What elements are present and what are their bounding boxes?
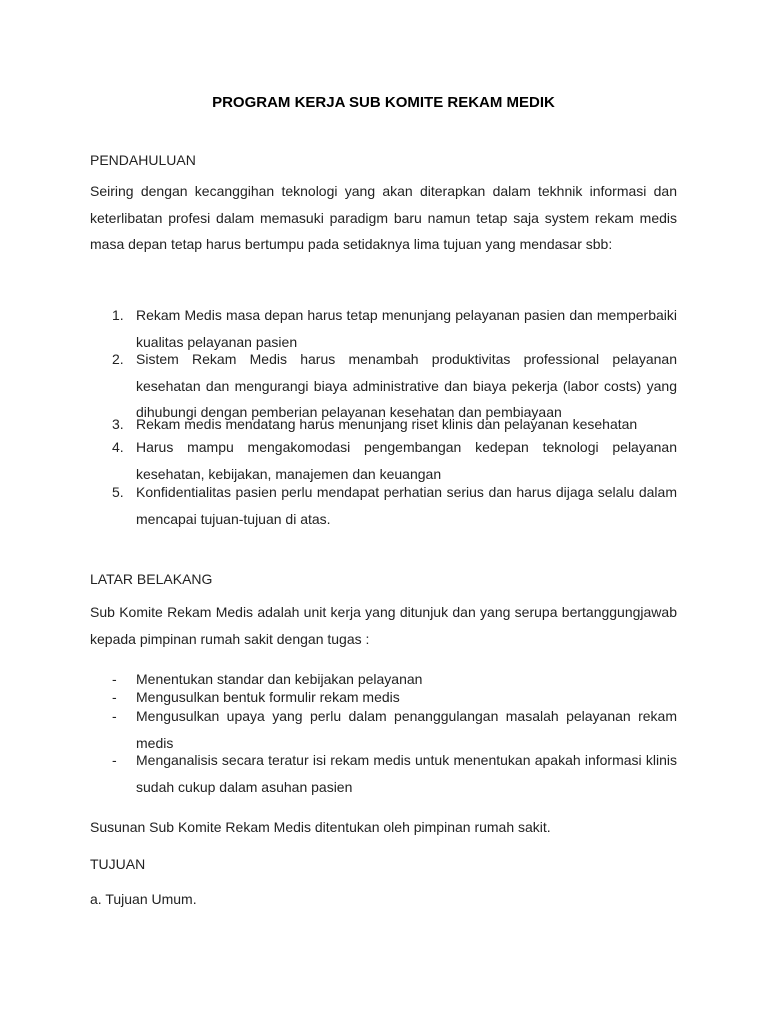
item-dash: - bbox=[112, 671, 117, 687]
latar-belakang-intro: Sub Komite Rekam Medis adalah unit kerja yang ditunjuk dan yang serupa bertanggungjawab kepada pimpinan rumah sakit dengan tugas : bbox=[90, 604, 677, 647]
item-number: 5. bbox=[112, 484, 124, 500]
document-title: PROGRAM KERJA SUB KOMITE REKAM MEDIK bbox=[212, 94, 555, 111]
tujuan-umum-label: a. Tujuan Umum. bbox=[90, 891, 197, 907]
item-dash: - bbox=[112, 689, 117, 705]
item-text: Menganalisis secara teratur isi rekam medis untuk menentukan apakah informasi klinis sudah cukup dalam asuhan pasien bbox=[136, 752, 677, 795]
item-text: Mengusulkan upaya yang perlu dalam penanggulangan masalah pelayanan rekam medis bbox=[136, 708, 677, 751]
heading-pendahuluan: PENDAHULUAN bbox=[90, 152, 196, 168]
item-text: Mengusulkan bentuk formulir rekam medis bbox=[136, 689, 400, 705]
item-text: Konfidentialitas pasien perlu mendapat perhatian serius dan harus dijaga selalu dalam mencapai tujuan-tujuan di atas. bbox=[136, 484, 677, 527]
item-text: Menentukan standar dan kebijakan pelayanan bbox=[136, 671, 423, 687]
pendahuluan-intro: Seiring dengan kecanggihan teknologi yang akan diterapkan dalam tekhnik informasi dan keterlibatan profesi dalam memasuki paradigm baru namun tetap saja system rekam medis masa depan tetap harus bertumpu pada setidaknya lima tujuan yang mendasar sbb: bbox=[90, 183, 677, 252]
item-text: Rekam Medis masa depan harus tetap menunjang pelayanan pasien dan memperbaiki kualitas pelayanan pasien bbox=[136, 307, 677, 350]
item-text: Harus mampu mengakomodasi pengembangan kedepan teknologi pelayanan kesehatan, kebijakan, manajemen dan keuangan bbox=[136, 439, 677, 482]
heading-tujuan: TUJUAN bbox=[90, 856, 146, 872]
item-dash: - bbox=[112, 752, 117, 768]
item-number: 2. bbox=[112, 351, 124, 367]
item-number: 1. bbox=[112, 307, 124, 323]
item-dash: - bbox=[112, 708, 117, 724]
item-number: 4. bbox=[112, 439, 124, 455]
heading-latar-belakang: LATAR BELAKANG bbox=[90, 571, 213, 587]
item-text: Sistem Rekam Medis harus menambah produktivitas professional pelayanan kesehatan dan mengurangi biaya administrative dan biaya pekerja (labor costs) yang dihubungi dengan pemberian pelayanan kesehatan dan pembiayaan bbox=[136, 351, 677, 420]
item-number: 3. bbox=[112, 416, 124, 432]
item-text: Rekam medis mendatang harus menunjang riset klinis dan pelayanan kesehatan bbox=[136, 416, 638, 432]
latar-belakang-closing: Susunan Sub Komite Rekam Medis ditentukan oleh pimpinan rumah sakit. bbox=[90, 819, 551, 835]
